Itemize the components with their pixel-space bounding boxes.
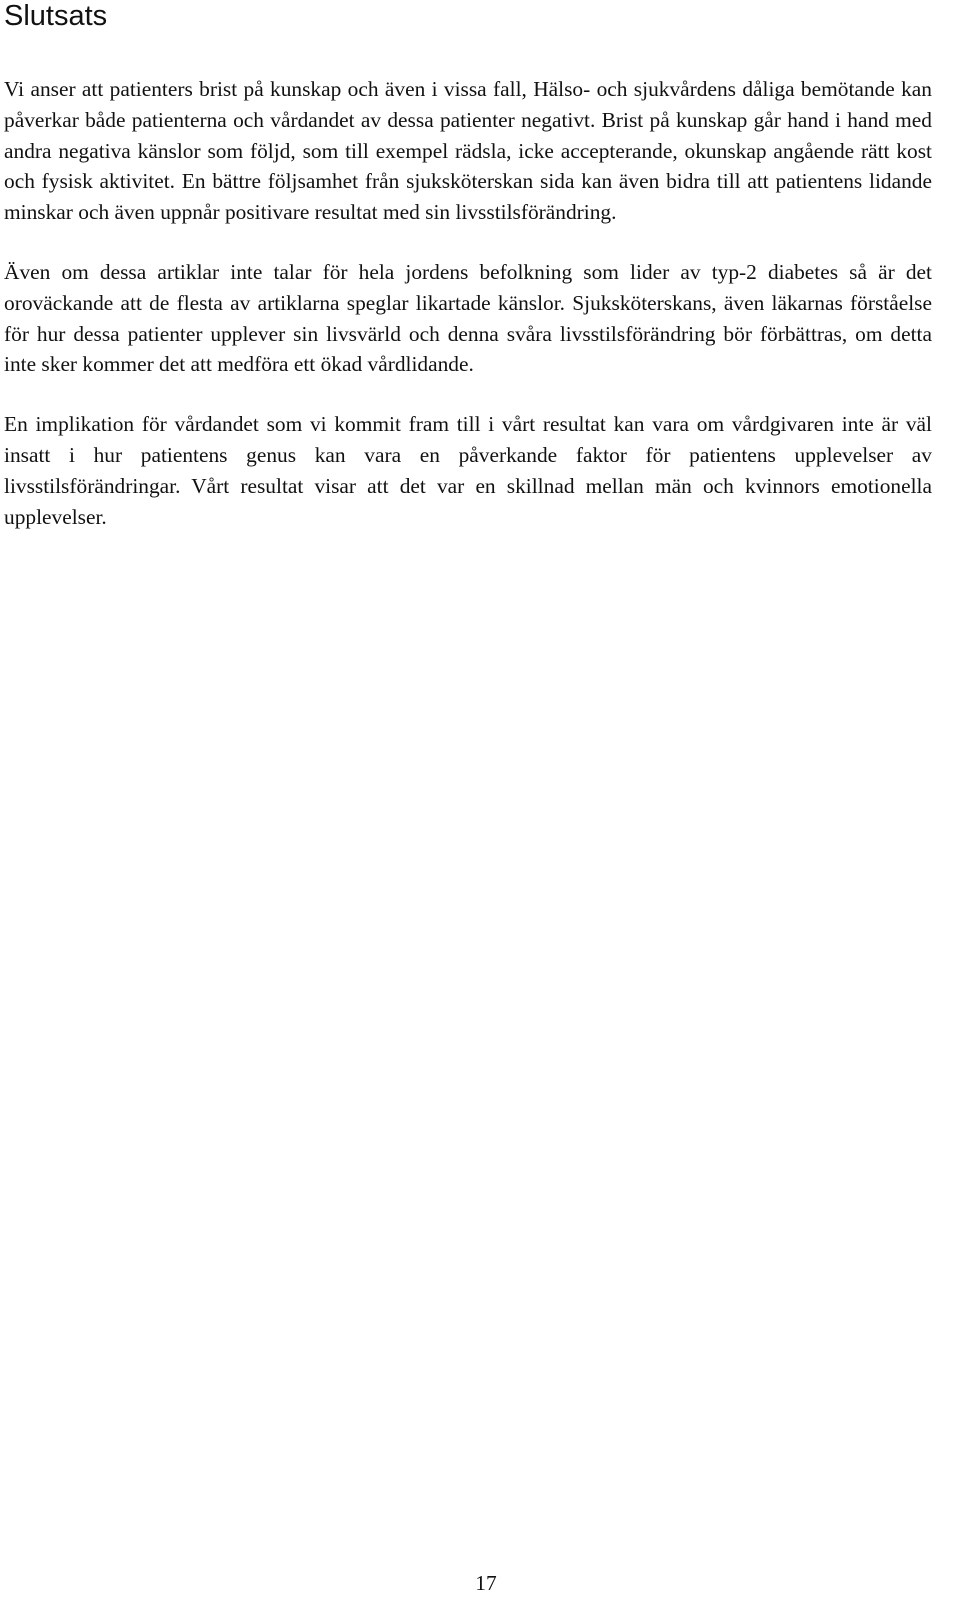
section-heading: Slutsats <box>4 0 108 32</box>
paragraph-3: En implikation för vårdandet som vi kommit fram till i vårt resultat kan vara om vårdgivaren inte är väl insatt i hur patientens genus kan vara en påverkande faktor för patientens upplevelser av livsstilsförändringar. Vårt resultat visar att det var en skillnad mellan män och kvinnors emotionella upplevelser. <box>4 412 932 529</box>
page-number: 17 <box>475 1571 497 1595</box>
paragraph-1: Vi anser att patienters brist på kunskap och även i vissa fall, Hälso- och sjukvårdens dåliga bemötande kan påverkar både patienterna och vårdandet av dessa patienter negativt. Brist på kunskap går hand i hand med andra negativa känslor som följd, som till exempel rädsla, icke accepterande, okunskap angående rätt kost och fysisk aktivitet. En bättre följsamhet från sjuksköterskan sida kan även bidra till att patientens lidande minskar och även uppnår positivare resultat med sin livsstilsförändring. <box>4 77 932 225</box>
paragraph-2: Även om dessa artiklar inte talar för hela jordens befolkning som lider av typ-2 diabetes så är det oroväckande att de flesta av artiklarna speglar likartade känslor. Sjuksköterskans, även läkarnas förståelse för hur dessa patienter upplever sin livsvärld och denna svåra livsstilsförändring bör förbättras, om detta inte sker kommer det att medföra ett ökad vårdlidande. <box>4 259 932 377</box>
section-body <box>4 74 932 532</box>
